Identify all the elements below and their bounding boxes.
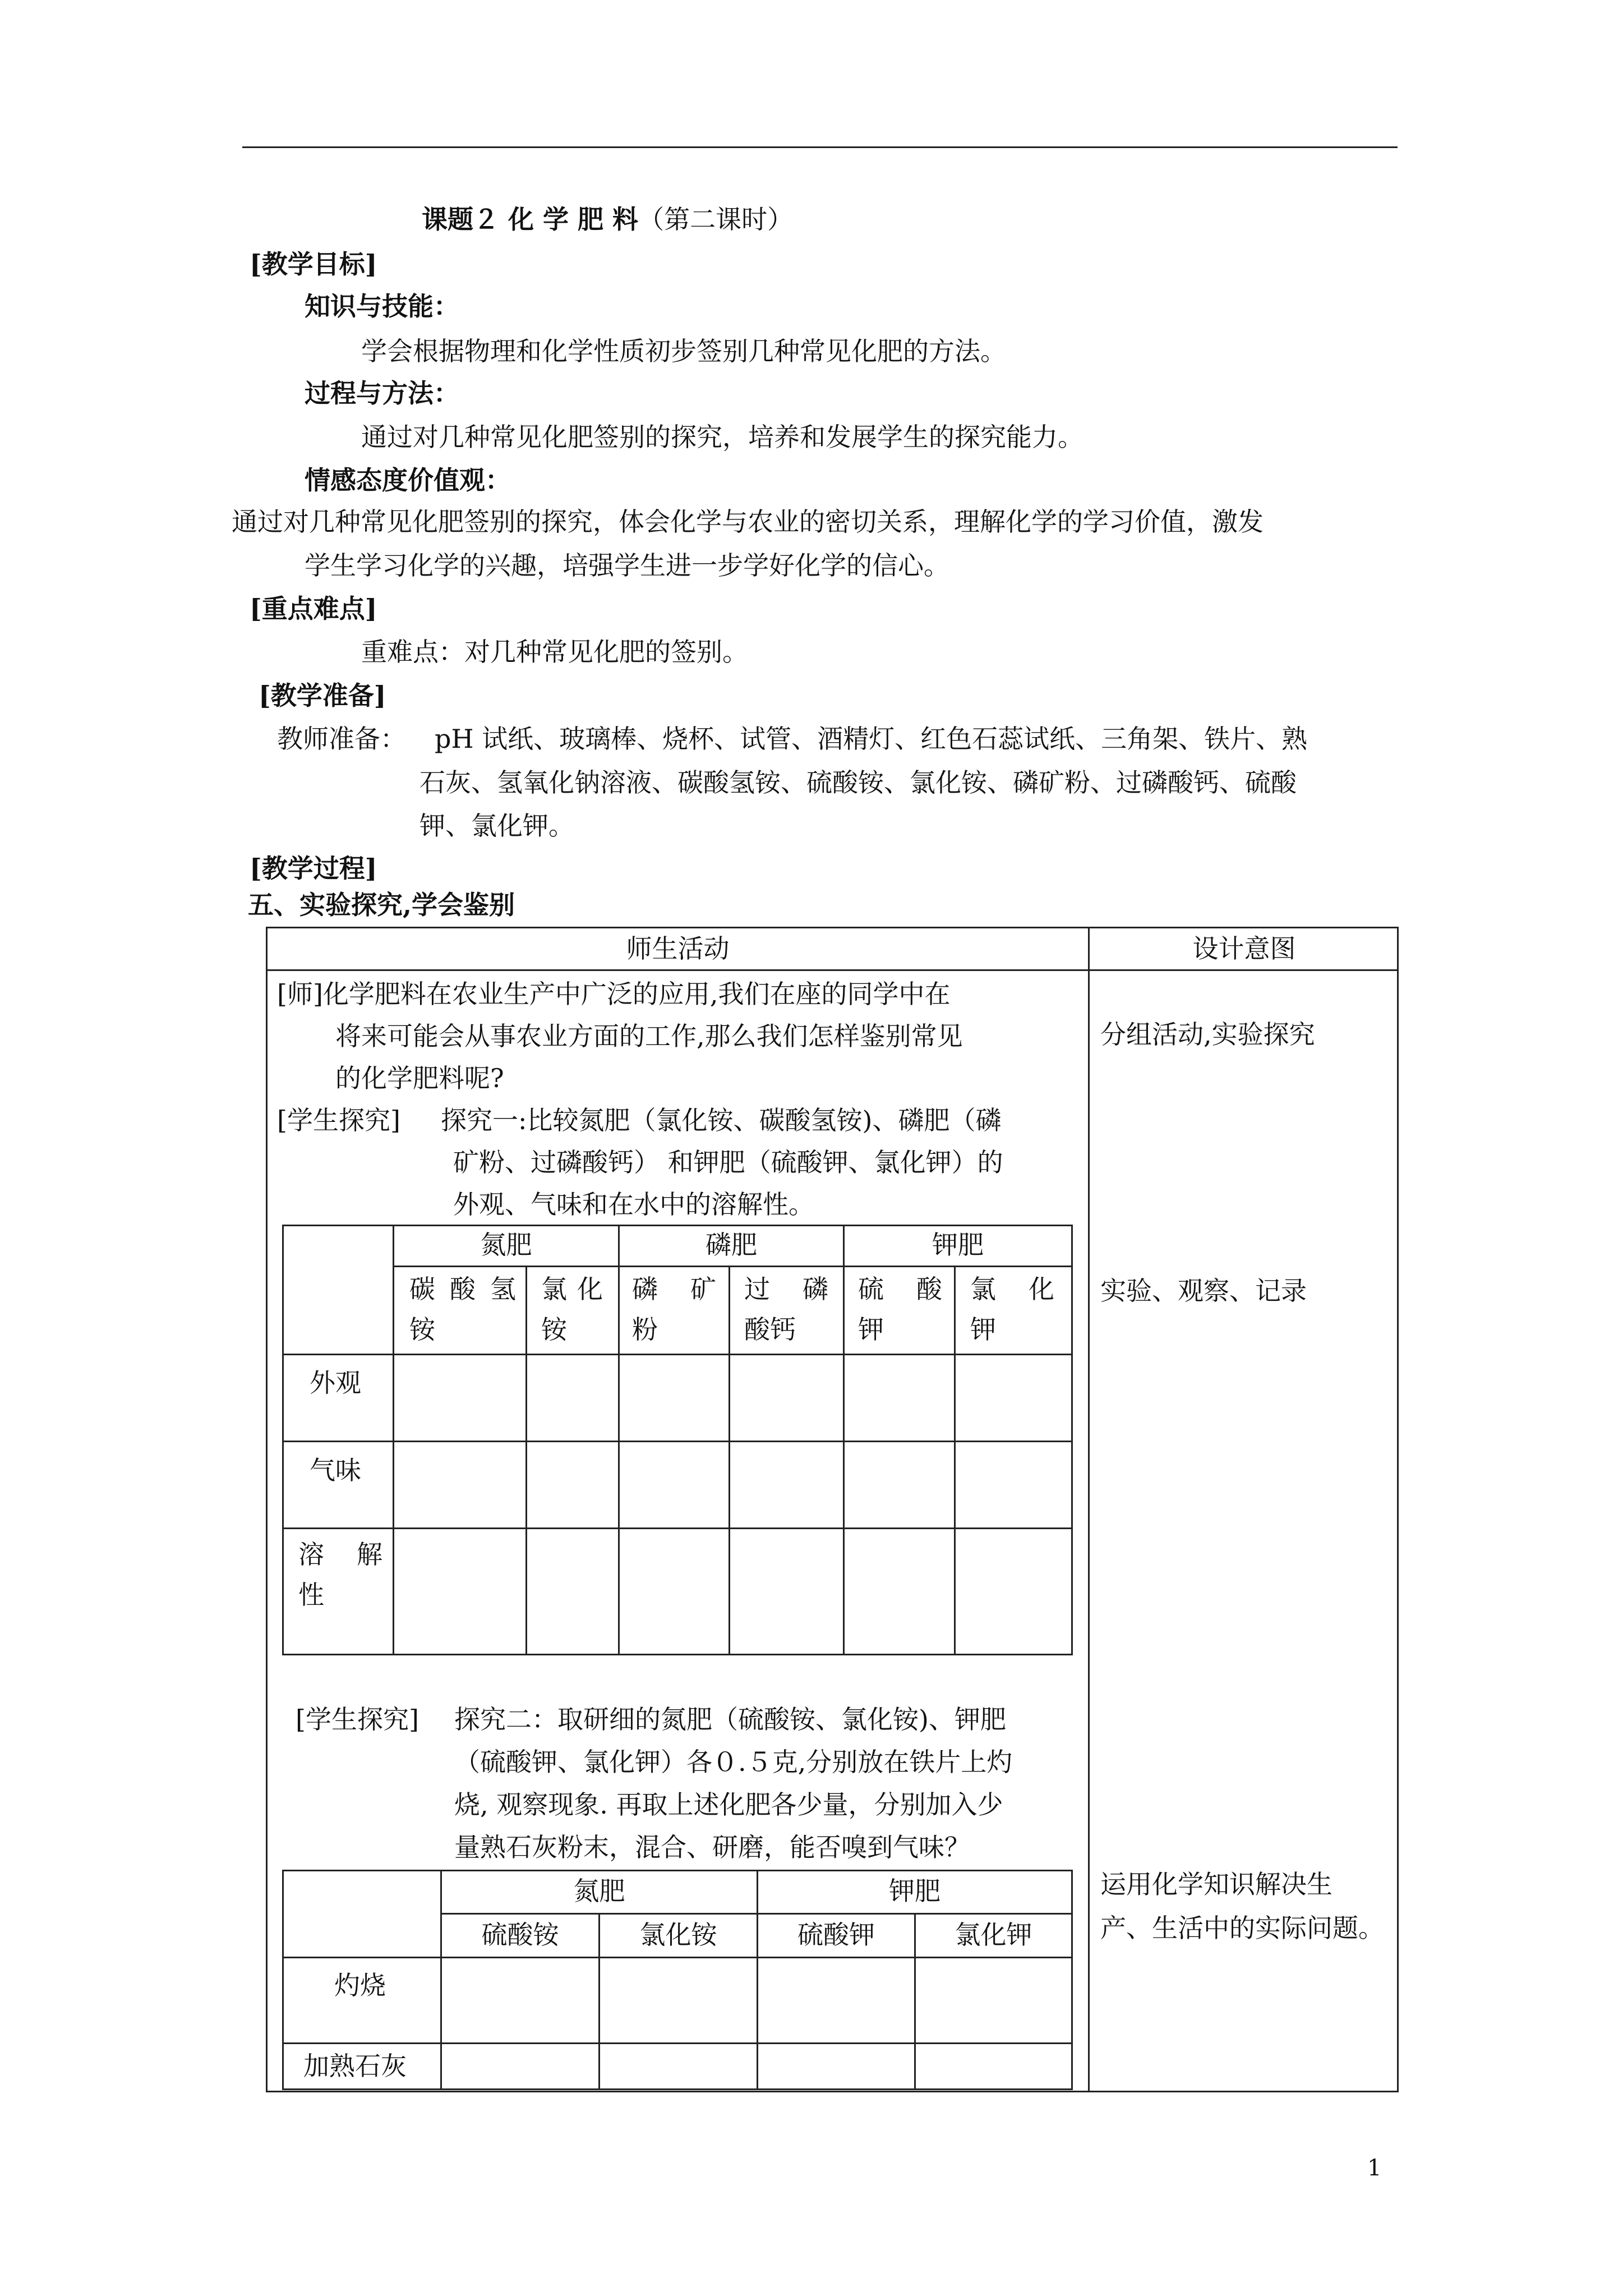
t1-row-odor: 气味	[310, 1455, 361, 1485]
emotion-heading: 情感态度价值观：	[305, 465, 511, 495]
title-sub: （第二课时）	[638, 204, 794, 234]
process-heading: 过程与方法：	[305, 378, 459, 408]
section-title: 五、实验探究,学会鉴别	[248, 890, 515, 920]
title-main: 课题２ 化 学 肥 料	[422, 204, 639, 234]
t1-sub-ammonium-bicarbonate: 碳 酸 氢 铵	[409, 1274, 516, 1345]
objectives-heading: [教学目标]	[250, 249, 377, 279]
t1-sub-potassium-chloride: 氯 化 钾	[970, 1274, 1054, 1345]
preparation-line-3: 钾、氯化钾。	[419, 811, 574, 841]
t2-sub-potassium-sulfate: 硫酸钾	[797, 1920, 875, 1950]
col-header-intent: 设计意图	[1192, 933, 1296, 964]
teacher-line-2: 将来可能会从事农业方面的工作,那么我们怎样鉴别常见	[335, 1021, 963, 1051]
t1-row-appearance: 外观	[310, 1368, 361, 1398]
explore2-line-2: （硫酸钾、氯化钾）各０.５克,分别放在铁片上灼	[454, 1747, 1013, 1777]
intent-1: 分组活动,实验探究	[1100, 1019, 1315, 1050]
t2-sub-ammonium-chloride: 氯化铵	[639, 1920, 717, 1950]
preparation-line-2: 石灰、氢氧化钠溶液、碳酸氢铵、硫酸铵、氯化铵、磷矿粉、过磷酸钙、硫酸	[419, 767, 1297, 798]
col-header-activities: 师生活动	[626, 933, 730, 964]
t1-sub-superphosphate: 过 磷 酸钙	[744, 1274, 828, 1345]
t1-sub-phosphate-rock: 磷 矿 粉	[632, 1274, 716, 1345]
t2-sub-potassium-chloride: 氯化钾	[955, 1920, 1032, 1950]
explore2-label: [学生探究]	[296, 1704, 419, 1734]
explore1-line-3: 外观、气味和在水中的溶解性。	[453, 1189, 814, 1220]
process-text: 通过对几种常见化肥签别的探究，培养和发展学生的探究能力。	[361, 422, 1083, 452]
intent-3-line-2: 产、生活中的实际问题。	[1100, 1913, 1384, 1943]
knowledge-text: 学会根据物理和化学性质初步签别几种常见化肥的方法。	[361, 336, 1006, 366]
t1-group-phosphorus: 磷肥	[706, 1230, 757, 1260]
explore2-line-3: 烧, 观察现象. 再取上述化肥各少量，分别加入少	[454, 1789, 1003, 1820]
explore2-line-4: 量熟石灰粉末，混合、研磨，能否嗅到气味？	[454, 1832, 970, 1862]
teacher-line-1: [师]化学肥料在农业生产中广泛的应用,我们在座的同学中在	[277, 979, 951, 1009]
t1-row-solubility: 溶 解 性	[298, 1539, 382, 1610]
preparation-line-1: pH 试纸、玻璃棒、烧杯、试管、酒精灯、红色石蕊试纸、三角架、铁片、熟	[435, 724, 1308, 754]
t2-row-add-lime: 加熟石灰	[303, 2051, 407, 2081]
t2-sub-ammonium-sulfate: 硫酸铵	[481, 1920, 559, 1950]
process-section-heading: [教学过程]	[250, 853, 377, 884]
emotion-line-2: 学生学习化学的兴趣，培强学生进一步学好化学的信心。	[305, 550, 949, 581]
preparation-label: 教师准备：	[277, 724, 406, 754]
teacher-line-3: 的化学肥料呢?	[335, 1063, 504, 1093]
emotion-line-1: 通过对几种常见化肥签别的探究，体会化学与农业的密切关系，理解化学的学习价值，激发	[232, 507, 1264, 537]
intent-2: 实验、观察、记录	[1100, 1276, 1307, 1306]
t1-group-nitrogen: 氮肥	[480, 1230, 532, 1260]
preparation-heading: [教学准备]	[259, 680, 386, 711]
t2-group-potassium: 钾肥	[889, 1876, 940, 1906]
key-points-text: 重难点：对几种常见化肥的签别。	[361, 637, 748, 667]
t1-sub-potassium-sulfate: 硫 酸 钾	[858, 1274, 942, 1345]
explore2-line-1: 探究二：取研细的氮肥（硫酸铵、氯化铵)、钾肥	[454, 1704, 1006, 1734]
page-title	[422, 203, 793, 236]
explore1-line-2: 矿粉、过磷酸钙） 和钾肥（硫酸钾、氯化钾）的	[453, 1147, 1003, 1177]
explore1-line-1: 探究一:比较氮肥（氯化铵、碳酸氢铵)、磷肥（磷	[441, 1105, 1002, 1135]
explore1-label: [学生探究]	[277, 1105, 400, 1135]
t1-group-potassium: 钾肥	[932, 1230, 984, 1260]
t1-sub-ammonium-chloride: 氯化 铵	[541, 1274, 603, 1345]
header-rule	[242, 146, 1398, 148]
main-table-divider	[1088, 927, 1090, 2092]
page-number: 1	[1367, 2155, 1382, 2181]
t2-group-nitrogen: 氮肥	[573, 1876, 625, 1906]
knowledge-heading: 知识与技能：	[305, 291, 459, 321]
key-points-heading: [重点难点]	[250, 593, 377, 624]
intent-3-line-1: 运用化学知识解决生	[1100, 1869, 1332, 1899]
t2-row-burning: 灼烧	[334, 1970, 386, 2000]
